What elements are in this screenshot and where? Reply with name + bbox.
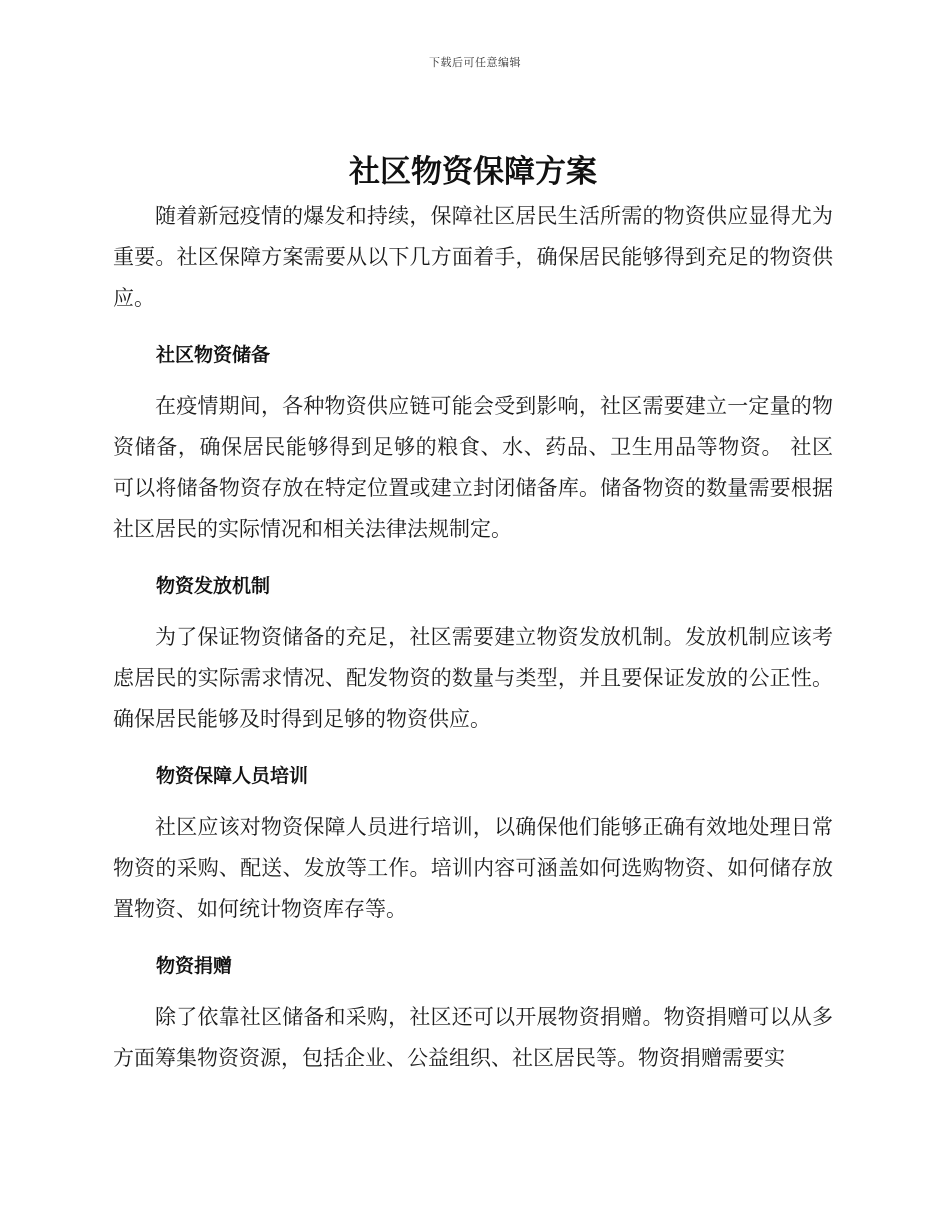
section-body-reserve: 在疫情期间，各种物资供应链可能会受到影响，社区需要建立一定量的物资储备，确保居民能够得到足够的粮食、水、药品、卫生用品等物资。 社区可以将储备物资存放在特定位置或建立封闭储备库。储备物资的数量需要根据社区居民的实际情况和相关法律法规制定。 [113,394,833,541]
section-heading-donation: 物资捐赠 [156,955,233,977]
document-content [113,148,833,1079]
section-body-training: 社区应该对物资保障人员进行培训，以确保他们能够正确有效地处理日常物资的采购、配送、发放等工作。培训内容可涵盖如何选购物资、如何储存放置物资、如何统计物资库存等。 [113,815,833,921]
section-heading-distribution: 物资发放机制 [156,575,271,597]
section-body-distribution: 为了保证物资储备的充足，社区需要建立物资发放机制。发放机制应该考虑居民的实际需求情况、配发物资的数量与类型，并且要保证发放的公正性。确保居民能够及时得到足够的物资供应。 [113,625,833,731]
document-title: 社区物资保障方案 [349,154,597,190]
section-heading-reserve: 社区物资储备 [156,344,271,366]
section-heading-training: 物资保障人员培训 [156,765,309,787]
intro-paragraph: 随着新冠疫情的爆发和持续，保障社区居民生活所需的物资供应显得尤为重要。社区保障方案需要从以下几方面着手，确保居民能够得到充足的物资供应。 [113,204,833,310]
section-body-donation: 除了依靠社区储备和采购，社区还可以开展物资捐赠。物资捐赠可以从多方面筹集物资资源，包括企业、公益组织、社区居民等。物资捐赠需要实 [113,1005,833,1070]
header-note: 下载后可任意编辑 [429,56,521,69]
